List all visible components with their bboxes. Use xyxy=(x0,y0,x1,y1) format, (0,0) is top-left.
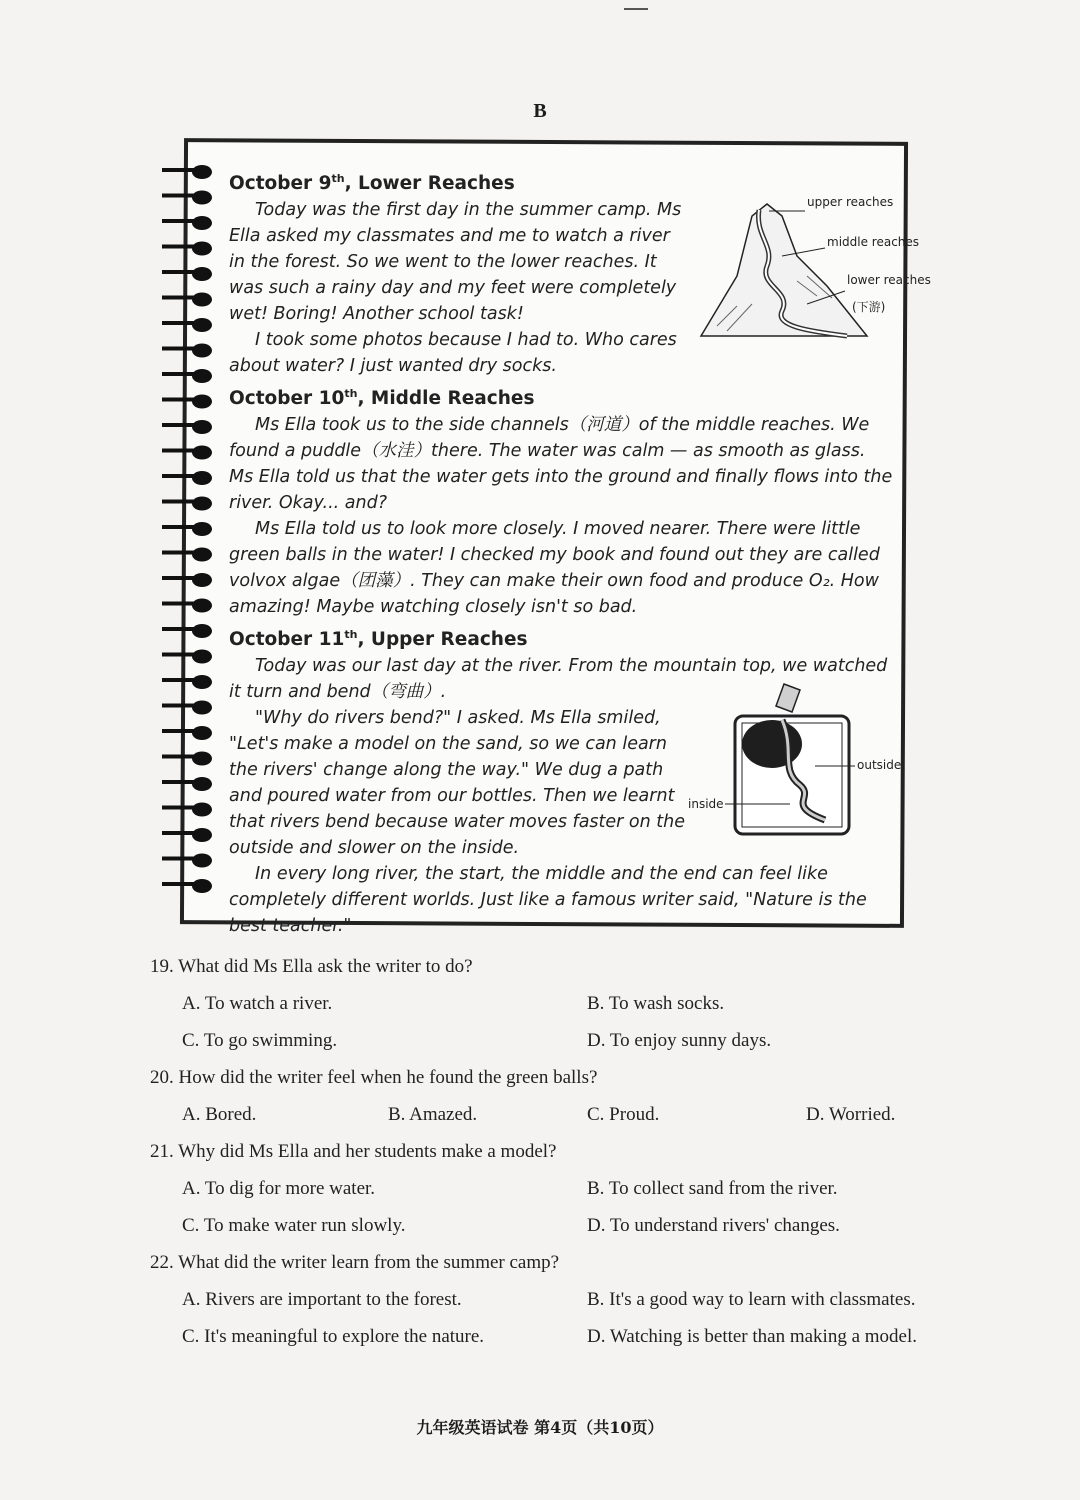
label-lower: lower reaches xyxy=(847,273,931,287)
option-22-d[interactable]: D. Watching is better than making a model. xyxy=(587,1326,918,1347)
label-lower-cn: (下游) xyxy=(852,300,886,314)
option-20-b[interactable]: B. Amazed. xyxy=(388,1104,478,1125)
entry-heading: October 10th, Middle Reaches xyxy=(229,387,535,410)
entry-paragraph: Today was our last day at the river. From the mountain top, we watched it turn and bend（弯曲）. xyxy=(229,656,888,703)
label-inside: inside xyxy=(688,797,724,811)
option-19-b[interactable]: B. To wash socks. xyxy=(587,993,725,1014)
option-22-c[interactable]: C. It's meaningful to explore the nature. xyxy=(182,1326,485,1347)
option-20-d[interactable]: D. Worried. xyxy=(806,1104,896,1125)
option-22-b[interactable]: B. It's a good way to learn with classmates. xyxy=(587,1289,916,1310)
entry-paragraph: I took some photos because I had to. Who cares about water? I just wanted dry socks. xyxy=(229,330,677,377)
entry-paragraph: Today was the first day in the summer camp. Ms Ella asked my classmates and me to watch a river in the forest. So we went to the lower reaches. It was such a rainy day and my feet were completely wet! Boring! Another school task! xyxy=(229,200,682,325)
entry-paragraph: Ms Ella took us to the side channels（河道）of the middle reaches. We found a puddle（水洼）there. The water was calm — as smooth as glass. Ms Ella told us that the water gets into the ground and finally flows into the river. Okay... and? xyxy=(229,415,893,514)
option-21-d[interactable]: D. To understand rivers' changes. xyxy=(587,1215,840,1236)
label-middle: middle reaches xyxy=(827,235,920,249)
question-21: 21. Why did Ms Ella and her students make a model? xyxy=(150,1141,557,1162)
spiral-binding xyxy=(162,160,222,900)
option-22-a[interactable]: A. Rivers are important to the forest. xyxy=(182,1289,462,1310)
label-upper: upper reaches xyxy=(807,195,894,209)
river-reaches-illustration xyxy=(697,186,931,346)
entry-paragraph: In every long river, the start, the middle and the end can feel like completely different worlds. Just like a famous writer said, "Nature is the best teacher." xyxy=(229,864,867,937)
page-footer: 九年级英语试卷 第4页（共10页） xyxy=(416,1418,664,1437)
question-19: 19. What did Ms Ella ask the writer to do? xyxy=(150,956,473,977)
option-19-c[interactable]: C. To go swimming. xyxy=(182,1030,338,1051)
option-20-c[interactable]: C. Proud. xyxy=(587,1104,660,1125)
top-dash xyxy=(624,8,648,10)
option-19-a[interactable]: A. To watch a river. xyxy=(182,993,333,1014)
question-22: 22. What did the writer learn from the summer camp? xyxy=(150,1252,560,1273)
river-model-illustration xyxy=(690,680,906,840)
option-21-c[interactable]: C. To make water run slowly. xyxy=(182,1215,406,1236)
entry-paragraph: Ms Ella told us to look more closely. I moved nearer. There were little green balls in the water! I checked my book and found out they are called volvox algae（团藻）. They can make their own food and produce O₂. How amazing! Maybe watching closely isn't so bad. xyxy=(229,519,880,618)
option-21-b[interactable]: B. To collect sand from the river. xyxy=(587,1178,838,1199)
question-20: 20. How did the writer feel when he found the green balls? xyxy=(150,1067,598,1088)
entry-paragraph: "Why do rivers bend?" I asked. Ms Ella smiled, "Let's make a model on the sand, so we can learn the rivers' change along the way." We dug a path and poured water from our bottles. Then we learnt that rivers bend because water moves faster on the outside and slower on the inside. xyxy=(229,708,685,859)
option-20-a[interactable]: A. Bored. xyxy=(182,1104,257,1125)
entry-oct-10 xyxy=(229,381,894,620)
option-19-d[interactable]: D. To enjoy sunny days. xyxy=(587,1030,772,1051)
option-21-a[interactable]: A. To dig for more water. xyxy=(182,1178,376,1199)
entry-heading: October 9th, Lower Reaches xyxy=(229,172,515,195)
section-letter: B xyxy=(533,100,547,122)
label-outside: outside xyxy=(857,758,902,772)
entry-heading: October 11th, Upper Reaches xyxy=(229,628,528,651)
